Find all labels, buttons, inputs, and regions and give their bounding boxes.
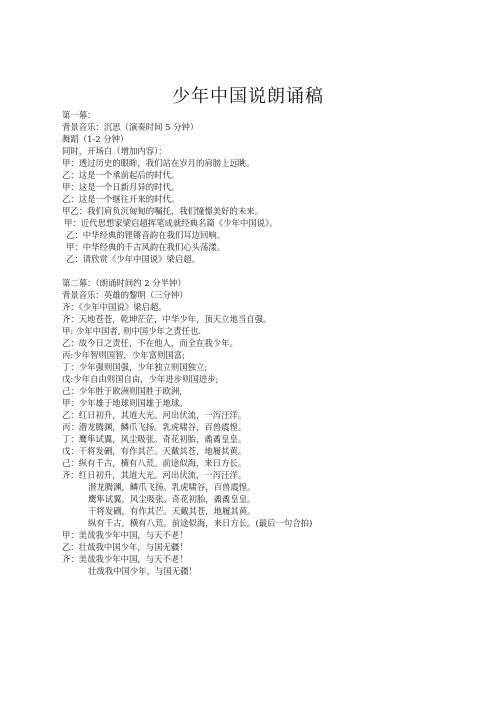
- script-line: 甲乙：我们肩负沉甸甸的嘱托，我们憧憬美好的未来。: [62, 206, 263, 216]
- script-line: 甲：中华经典的千古风韵在我们心头荡漾。: [66, 242, 226, 252]
- act1-background-music: 背景音乐：沉思（演奏时间 5 分钟）: [62, 122, 199, 132]
- script-line: 乙：中华经典的铿锵音韵在我们耳边回响。: [66, 230, 226, 240]
- act1-opening-note: 同时，开场白（增加内容）：: [62, 146, 167, 156]
- script-line: 纵有千古，横有八荒。前途似海，来日方长。(最后一句合拍): [88, 518, 313, 528]
- script-line: 己：少年胜于欧洲则国胜于欧洲，: [62, 386, 188, 396]
- script-line: 齐：美哉我少年中国，与天不老！: [62, 554, 188, 564]
- script-line: 己：纵有千古，横有八荒。前途似海，来日方长。: [62, 458, 247, 468]
- script-line: 甲：近代思想家梁启超挥笔成就经典名篇《少年中国说》。: [64, 218, 278, 228]
- act1-heading: 第一幕：: [62, 110, 96, 120]
- script-line: 齐：红日初升，其道大光。河出伏流，一泻汪洋。: [62, 470, 247, 480]
- script-line: 乙：红日初升，其道大光。河出伏流，一泻汪洋。: [62, 410, 247, 420]
- script-line: 鹰隼试翼，风尘吸张。奇花初胎，矞矞皇皇。: [88, 494, 256, 504]
- script-line: 乙：故今日之责任，不在他人，而全在我少年。: [62, 338, 238, 348]
- script-line: 丙:少年智则国智，少年富则国富;: [62, 350, 185, 360]
- script-line: 甲: 少年中国者, 则中国少年之责任也.: [62, 326, 202, 336]
- script-line: 乙：请欣赏《少年中国说》梁启超。: [66, 254, 200, 264]
- script-line: 甲：这是一个日新月异的时代。: [62, 182, 180, 192]
- script-line: 潜龙腾渊，鳞爪飞扬。乳虎啸谷，百兽震惶。: [88, 482, 256, 492]
- script-line: 乙：壮哉我中国少年，与国无疆！: [62, 542, 188, 552]
- script-line: 甲：美哉我少年中国，与天不老！: [62, 530, 188, 540]
- script-line: 乙：这是一个继往开来的时代。: [62, 194, 180, 204]
- script-line: 甲：透过历史的眼眸，我们站在岁月的肩膀上远眺。: [62, 158, 255, 168]
- act2-background-music: 背景音乐：英雄的黎明（三分钟）: [62, 290, 188, 300]
- script-line: 戊：干将发硎，有作其芒。天戴其苍，地履其黄。: [62, 446, 247, 456]
- script-line: 戊:少年自由则国自由，少年进步则国进步;: [62, 374, 219, 384]
- document-title: 少年中国说朗诵稿: [172, 86, 324, 107]
- script-line: 齐：《少年中国说》梁启超。: [62, 302, 167, 312]
- script-line: 干将发硎，有作其芒。天戴其苍，地履其黄。: [88, 506, 256, 516]
- script-line: 丁：鹰隼试翼，风尘吸张。奇花初胎，矞矞皇皇。: [62, 434, 247, 444]
- script-line: 甲：少年雄于地球则国雄于地球。: [62, 398, 188, 408]
- script-line: 丁：少年强则国强，少年独立则国独立;: [62, 362, 208, 372]
- script-line: 乙：这是一个承前起后的时代。: [62, 170, 180, 180]
- act1-dance: 舞蹈（1-2 分钟）: [62, 134, 129, 144]
- act2-heading: 第二幕：（朗诵时间约 2 分半钟）: [62, 278, 186, 288]
- script-line: 壮哉我中国少年，与国无疆！: [88, 566, 197, 576]
- script-line: 丙：潜龙腾渊，鳞爪飞扬。乳虎啸谷，百兽震惶。: [62, 422, 247, 432]
- script-line: 齐：天地苍苍，乾坤茫茫，中华少年，顶天立地当自强。: [62, 314, 272, 324]
